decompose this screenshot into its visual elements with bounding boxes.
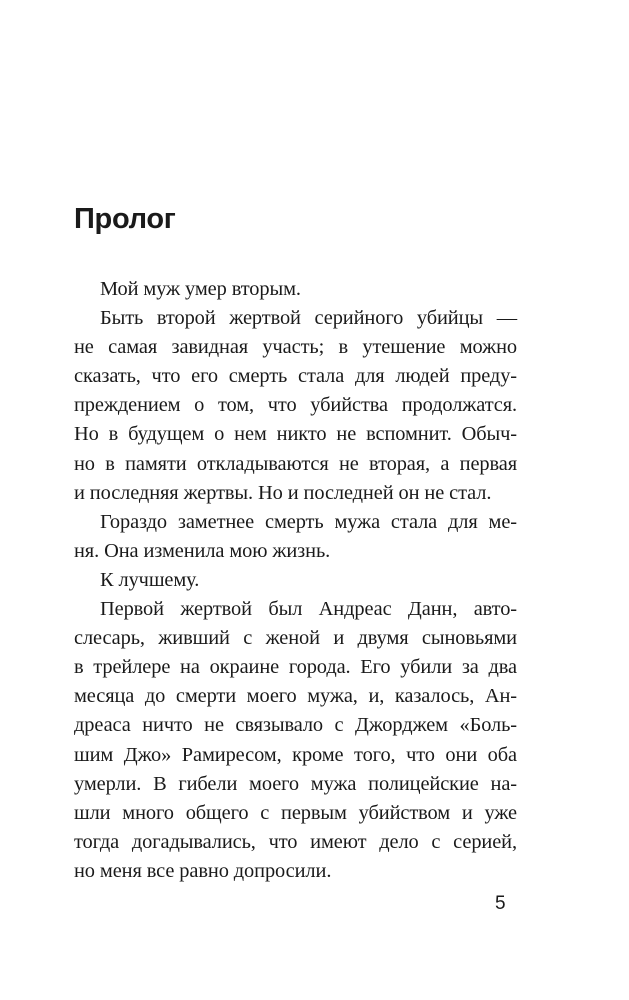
text-line: дреаса ничто не связывало с Джорджем «Боль- <box>74 714 517 737</box>
chapter-title: Пролог <box>74 203 176 235</box>
text-line: не самая завидная участь; в утешение можно <box>74 336 517 359</box>
text-line: но меня все равно допросили. <box>74 859 332 882</box>
text-line: шим Джо» Рамиресом, кроме того, что они оба <box>74 743 517 766</box>
body-text <box>74 275 517 886</box>
text-line: умерли. В гибели моего мужа полицейские на- <box>74 772 517 795</box>
text-line: и последняя жертвы. Но и последней он не стал. <box>74 481 492 504</box>
page-number: 5 <box>495 893 506 914</box>
text-line: но в памяти откладываются не вторая, а первая <box>74 452 517 475</box>
text-line: Первой жертвой был Андреас Данн, авто- <box>100 598 517 621</box>
text-line: Быть второй жертвой серийного убийцы — <box>100 307 517 330</box>
text-line: ня. Она изменила мою жизнь. <box>74 539 331 562</box>
text-line: Мой муж умер вторым. <box>100 278 301 300</box>
text-line: слесарь, живший с женой и двумя сыновьями <box>74 627 517 650</box>
text-line: шли много общего с первым убийством и уже <box>74 801 517 824</box>
text-line: тогда догадывались, что имеют дело с серией, <box>74 830 517 853</box>
text-line: преждением о том, что убийства продолжатся. <box>74 394 517 417</box>
text-line: Но в будущем о нем никто не вспомнит. Обыч- <box>74 423 517 446</box>
text-line: сказать, что его смерть стала для людей преду- <box>74 365 517 388</box>
text-line: месяца до смерти моего мужа, и, казалось, Ан- <box>74 685 517 708</box>
text-line: в трейлере на окраине города. Его убили за два <box>74 656 517 679</box>
text-line: К лучшему. <box>100 568 200 591</box>
text-line: Гораздо заметнее смерть мужа стала для ме- <box>100 510 517 533</box>
